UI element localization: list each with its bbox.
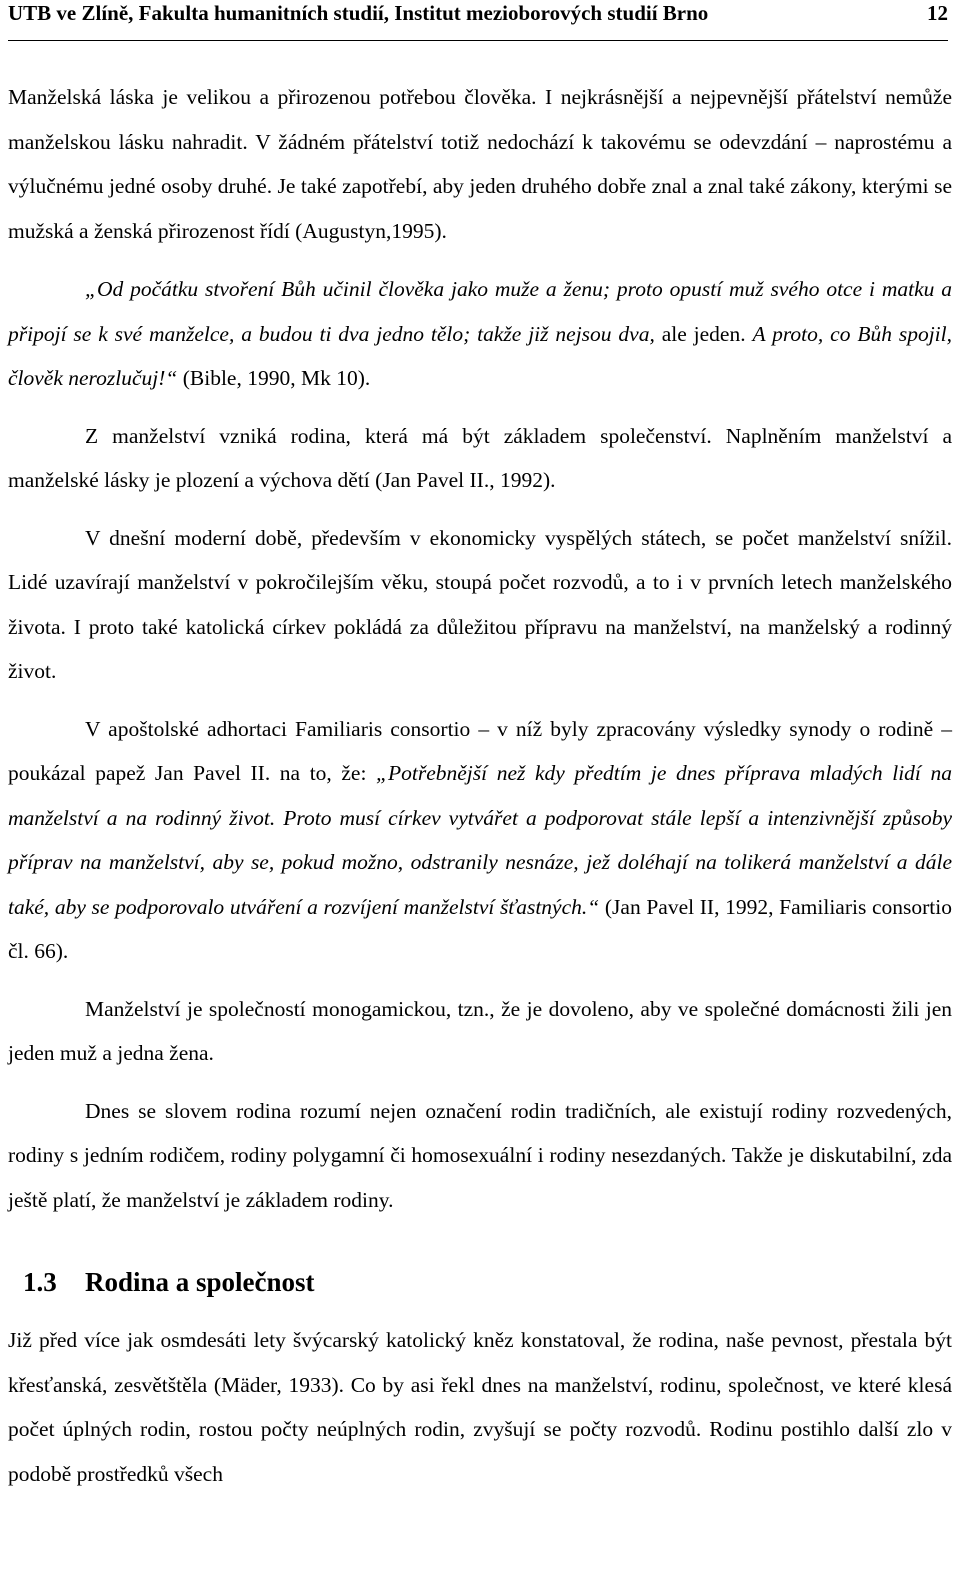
paragraph-7: Dnes se slovem rodina rozumí nejen označení rodin tradičních, ale existují rodiny rozvedených, rodiny s jedním rodičem, rodiny polygamní či homosexuální i rodiny nesezdaných. Takže je diskutabilní, zda ještě platí, že manželství je základem rodiny. bbox=[8, 1098, 952, 1212]
header-title: UTB ve Zlíně, Fakulta humanitních studií, Institut mezioborových studií Brno bbox=[8, 1, 709, 25]
bible-quote-plain-1: ale jeden. bbox=[654, 321, 753, 346]
section-title: Rodina a společnost bbox=[85, 1267, 315, 1297]
page-number: 12 bbox=[927, 1, 948, 25]
paragraph-4: V dnešní moderní době, především v ekonomicky vyspělých státech, se počet manželství snížil. Lidé uzavírají manželství v pokročilejším věku, stoupá počet rozvodů, a to i v prvních letech manželského života. I proto také katolická církev pokládá za důležitou přípravu na manželství, na manželský a rodinný život. bbox=[8, 525, 952, 683]
document-body bbox=[8, 75, 952, 1509]
familiaris-citation: (Jan Pavel II, 1992, Familiaris consortio čl. 66). bbox=[8, 894, 952, 963]
section-number: 1.3 bbox=[23, 1267, 57, 1297]
paragraph-1: Manželská láska je velikou a přirozenou potřebou člověka. I nejkrásnější a nejpevnější přátelství nemůže manželskou lásku nahradit. V žádném přátelství totiž nedochází k takovému se odevzdání – naprostému a výlučnému jedné osoby druhé. Je také zapotřebí, aby jeden druhého dobře znal a znal také zákony, kterými se mužská a ženská přirozenost řídí (Augustyn,1995). bbox=[8, 85, 952, 243]
familiaris-quote: „Potřebnější než kdy předtím je dnes příprava mladých lidí na manželství a na rodinný život. Proto musí církev vytvářet a podporovat stále lepší a intenzivnější způsoby příprav na manželství, aby se, pokud možno, odstranily nesnáze, jež doléhají na tolikerá manželství a dále také, aby se podporovalo utváření a rozvíjení manželství šťastných.“ bbox=[8, 761, 952, 919]
section-heading bbox=[8, 1262, 952, 1302]
bible-quote-part-1: „Od počátku stvoření Bůh učinil člověka jako muže a ženu; proto opustí muž svého otce i matku a připojí se k své manželce, a budou ti dva jedno tělo; takže již nejsou dva, bbox=[8, 277, 952, 346]
paragraph-8: Již před více jak osmdesáti lety švýcarský katolický kněz konstatoval, že rodina, naše pevnost, přestala být křesťanská, zesvětštěla (Mäder, 1933). Co by asi řekl dnes na manželství, rodinu, společnost, ve které klesá počet úplných rodin, rostou počty neúplných rodin, zvyšují se počty rozvodů. Rodinu postihlo další zlo v podobě prostředků všech bbox=[8, 1328, 952, 1486]
page-header bbox=[8, 0, 948, 41]
familiaris-intro: V apoštolské adhortaci Familiaris consortio – v níž byly zpracovány výsledky synody o rodině – poukázal papež Jan Pavel II. na to, že: bbox=[8, 716, 952, 785]
bible-citation: (Bible, 1990, Mk 10). bbox=[177, 366, 371, 390]
paragraph-3: Z manželství vzniká rodina, která má být základem společenství. Naplněním manželství a manželské lásky je plození a výchova dětí (Jan Pavel II., 1992). bbox=[8, 423, 952, 492]
paragraph-6: Manželství je společností monogamickou, tzn., že je dovoleno, aby ve společné domácnosti žili jen jeden muž a jedna žena. bbox=[8, 996, 952, 1065]
paragraph-familiaris bbox=[8, 707, 952, 974]
paragraph-bible-quote bbox=[8, 267, 952, 401]
bible-quote-part-2: A proto, co Bůh spojil, člověk nerozlučuj!“ bbox=[8, 321, 953, 390]
